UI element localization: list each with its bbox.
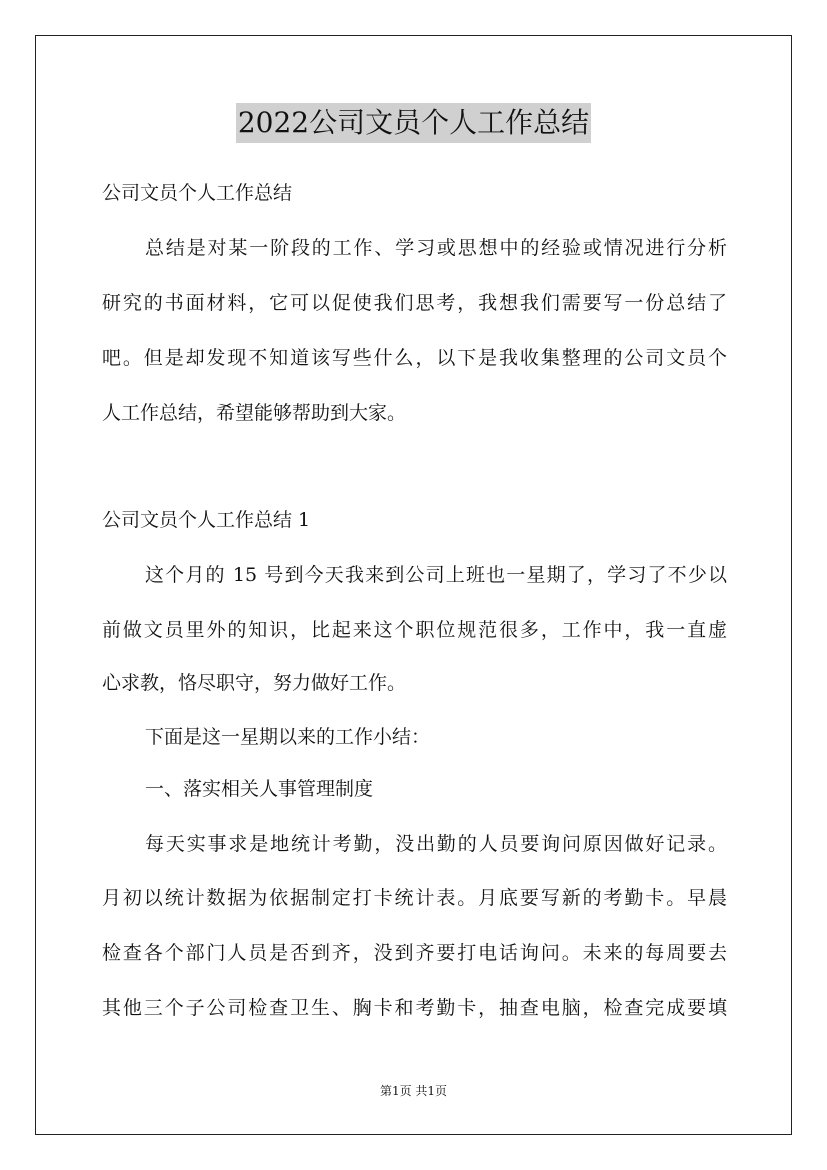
subsection-heading: 一、落实相关人事管理制度 [145, 778, 374, 800]
title-container [0, 103, 827, 143]
document-title: 2022公司文员个人工作总结 [236, 103, 591, 143]
paragraph-line: 前做文员里外的知识，比起来这个职位规范很多，工作中，我一直虚 [102, 619, 727, 641]
paragraph-line: 心求教，恪尽职守，努力做好工作。 [102, 672, 407, 694]
paragraph-line: 月初以统计数据为依据制定打卡统计表。月底要写新的考勤卡。早晨 [102, 887, 727, 909]
paragraph-line: 其他三个子公司检查卫生、胸卡和考勤卡，抽查电脑，检查完成要填 [102, 997, 727, 1019]
page-footer: 第1页 共1页 [379, 1084, 448, 1098]
section-heading: 公司文员个人工作总结 [102, 182, 293, 204]
paragraph-line: 每天实事求是地统计考勤，没出勤的人员要询问原因做好记录。 [145, 833, 727, 855]
paragraph-line: 吧。但是却发现不知道该写些什么，以下是我收集整理的公司文员个 [102, 347, 727, 369]
paragraph-line: 总结是对某一阶段的工作、学习或思想中的经验或情况进行分析 [145, 237, 727, 259]
paragraph-line: 人工作总结，希望能够帮助到大家。 [102, 402, 407, 424]
paragraph-line: 研究的书面材料，它可以促使我们思考，我想我们需要写一份总结了 [102, 292, 727, 314]
section-heading: 公司文员个人工作总结 1 [102, 509, 311, 531]
paragraph-line: 检查各个部门人员是否到齐，没到齐要打电话询问。未来的每周要去 [102, 942, 727, 964]
paragraph-line: 这个月的 15 号到今天我来到公司上班也一星期了，学习了不少以 [145, 564, 727, 586]
paragraph-line: 下面是这一星期以来的工作小结： [145, 726, 431, 748]
